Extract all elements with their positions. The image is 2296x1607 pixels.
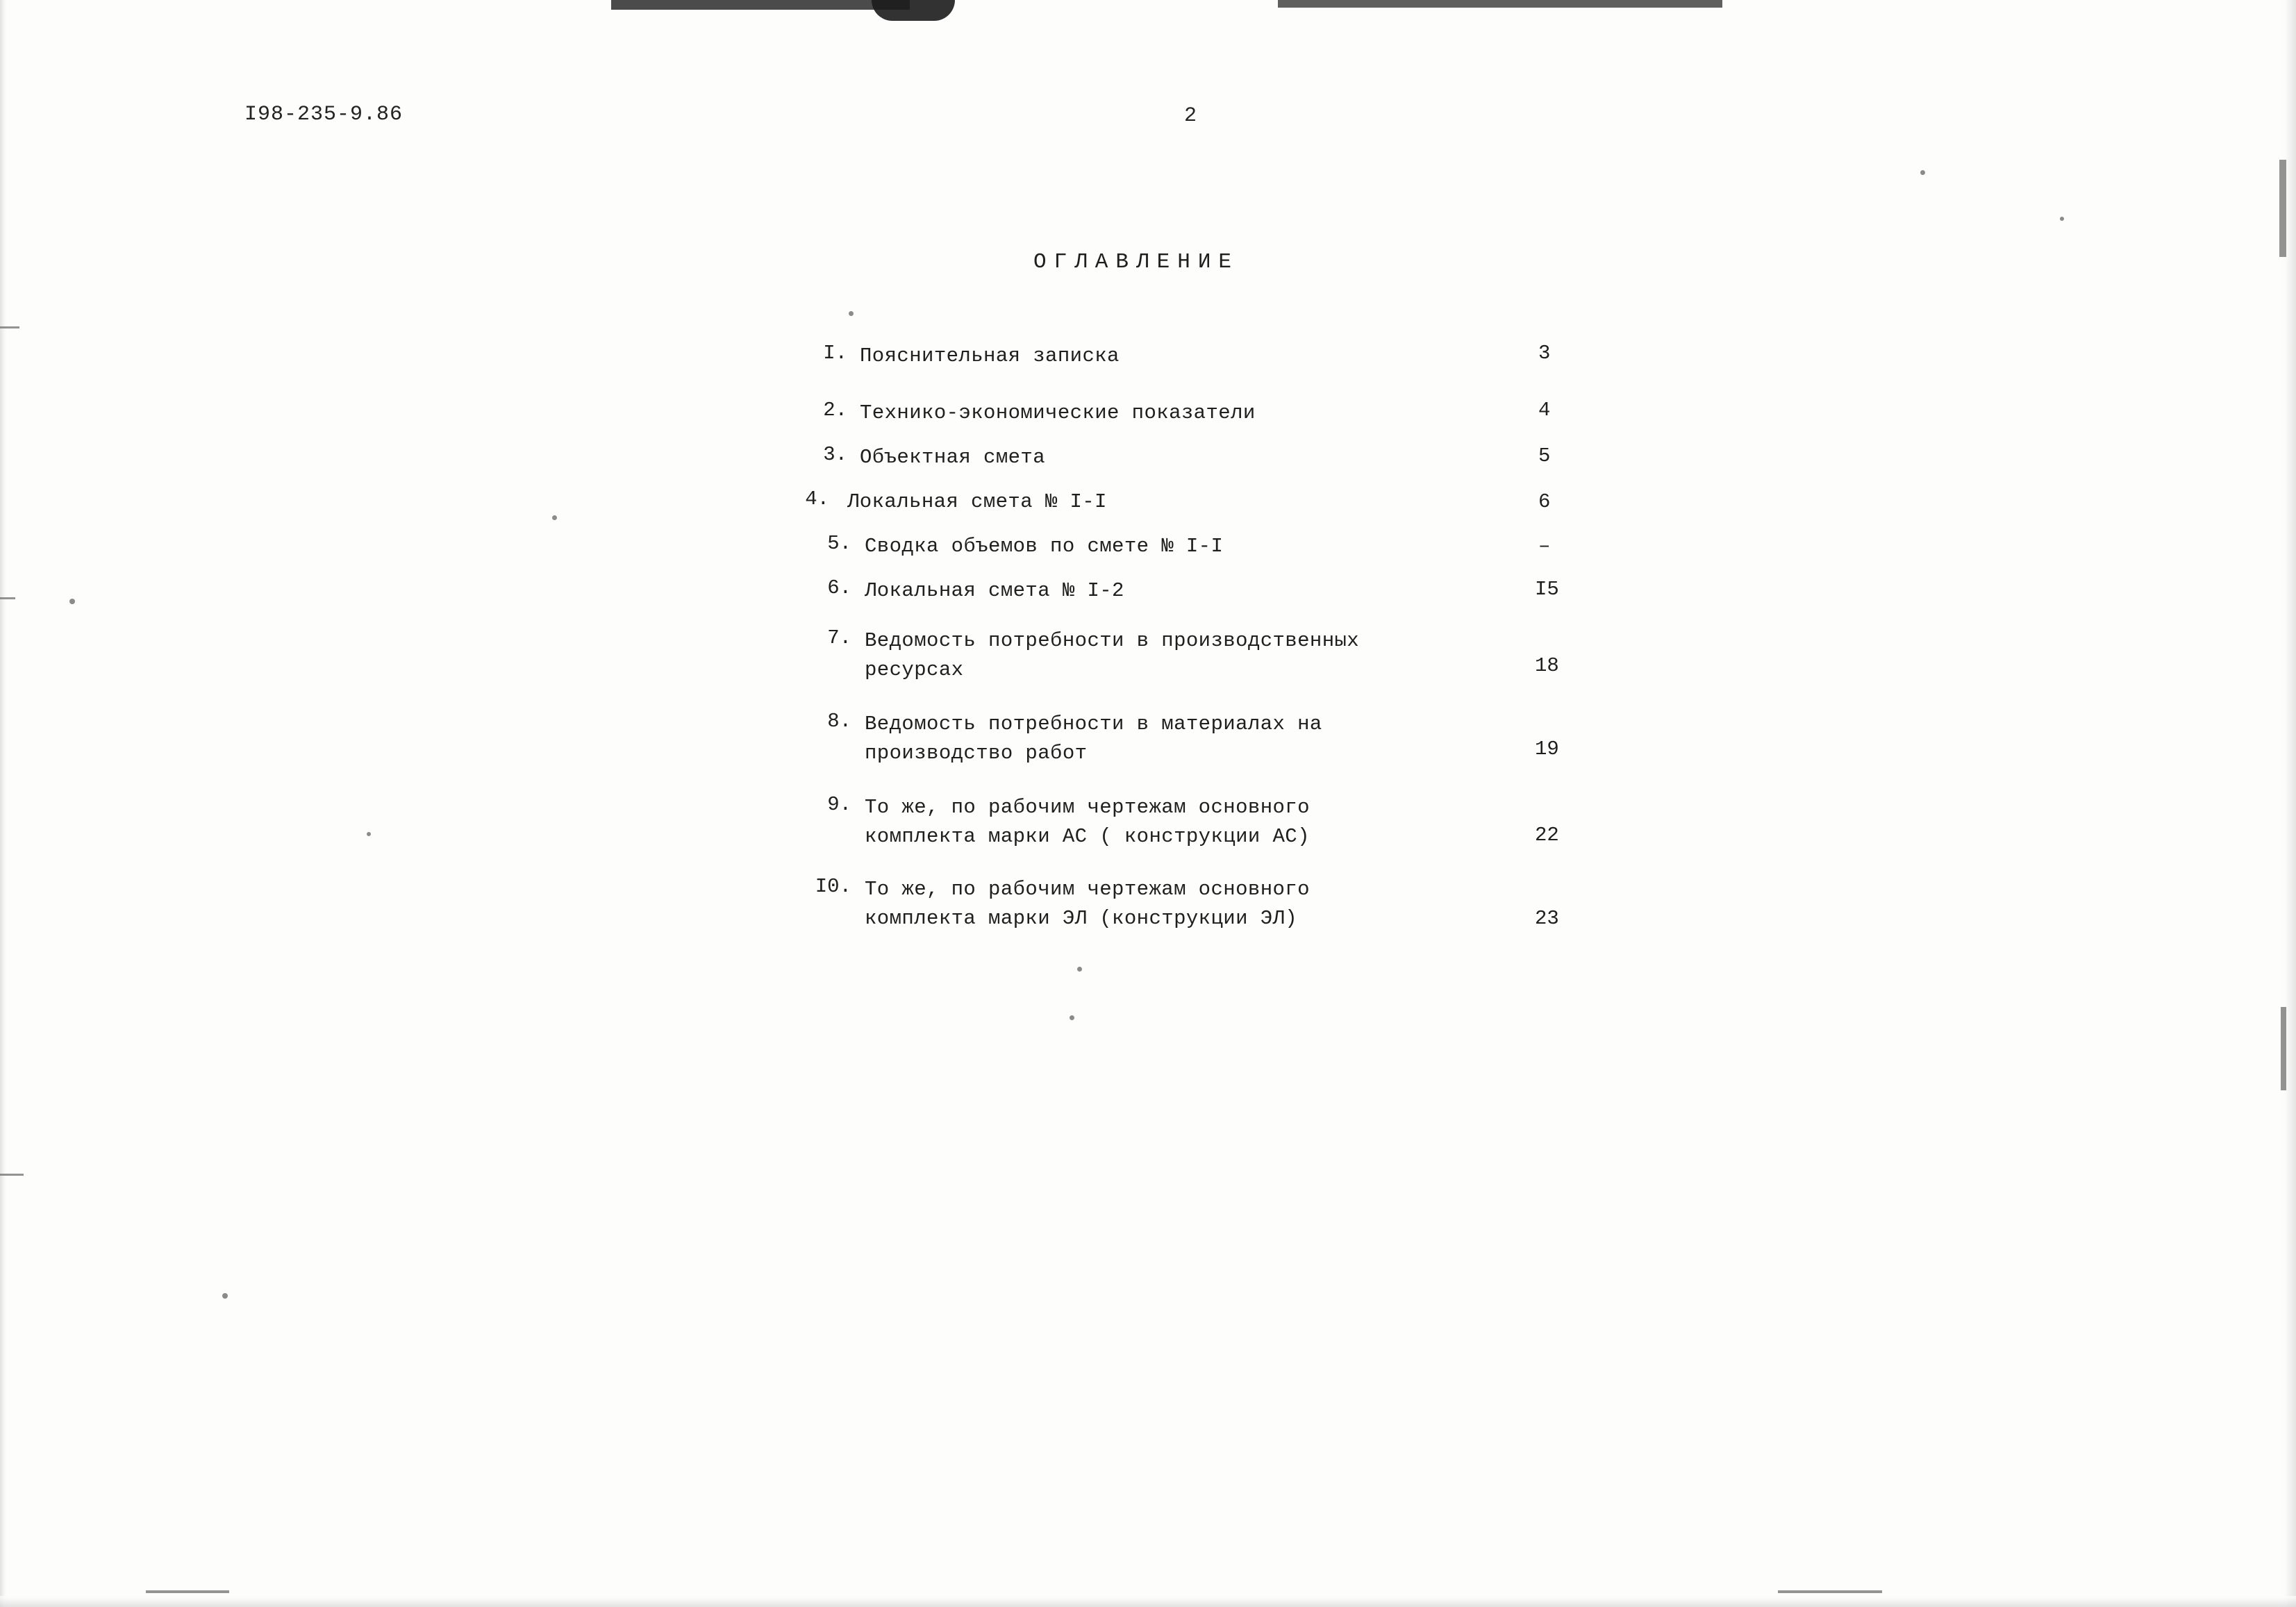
scan-speck [69,599,75,604]
page-number: 2 [1184,104,1197,128]
toc-entry-label: То же, по рабочим чертежам основного комплекта марки АС ( конструкции АС) [865,796,1310,848]
toc-entry-number: 5. [827,532,851,555]
table-of-contents [757,342,1590,930]
edge-tick-mark [0,597,15,599]
toc-entry-number: I. [823,342,847,365]
toc-entry-page: 22 [1535,824,1559,847]
scan-speck [1920,170,1925,175]
edge-tick-mark [146,1590,229,1593]
scan-artifact-top-right [1278,0,1722,8]
document-code: I98-235-9.86 [244,103,404,126]
toc-entry-page: 19 [1535,738,1559,760]
toc-entry-number: 7. [827,626,851,649]
scan-artifact-blob [872,0,955,21]
toc-entry-page: 3 [1538,342,1551,365]
scan-speck [222,1293,228,1299]
toc-entry-label: Ведомость потребности в материалах на производство работ [865,713,1322,765]
edge-tick-mark [2279,160,2286,257]
toc-entry-page: – [1538,535,1551,558]
scan-speck [367,832,371,836]
toc-entry-label: Объектная смета [860,446,1046,469]
scan-speck [849,311,854,316]
page-edge-left [0,0,7,1607]
page-edge-bottom [0,1596,2296,1607]
toc-entry-number: 2. [823,399,847,422]
toc-entry-label: Пояснительная записка [860,344,1120,367]
toc-entry-number: 4. [805,488,829,510]
toc-entry-page: I5 [1535,578,1559,601]
edge-tick-mark [0,326,19,328]
scan-artifact-top-left [611,0,910,10]
toc-entry-page: 18 [1535,654,1559,677]
toc-entry-page: 4 [1538,399,1551,422]
toc-entry-label: Ведомость потребности в производственных ресурсах [865,629,1360,681]
toc-entry-label: Технико-экономические показатели [860,401,1256,424]
scan-speck [1077,967,1082,972]
edge-tick-mark [0,1174,24,1176]
toc-entry-number: 9. [827,793,851,816]
scan-speck [1070,1015,1074,1020]
toc-entry-number: 3. [823,443,847,466]
edge-tick-mark [2281,1007,2286,1090]
toc-entry-label: То же, по рабочим чертежам основного комплекта марки ЭЛ (конструкции ЭЛ) [865,878,1310,930]
scan-speck [2060,217,2064,221]
edge-tick-mark [1778,1590,1882,1593]
toc-entry-number: 6. [827,576,851,599]
scan-speck [552,515,557,520]
toc-entry-label: Локальная смета № I-I [847,490,1107,513]
toc-entry-label: Локальная смета № I-2 [865,579,1124,602]
page-title: ОГЛАВЛЕНИЕ [1033,250,1240,274]
toc-entry-page: 6 [1538,490,1551,513]
toc-entry-label: Сводка объемов по смете № I-I [865,535,1224,558]
toc-entry-page: 5 [1538,444,1551,467]
toc-entry-page: 23 [1535,907,1559,930]
toc-entry-number: I0. [815,875,851,898]
toc-entry-number: 8. [827,710,851,733]
